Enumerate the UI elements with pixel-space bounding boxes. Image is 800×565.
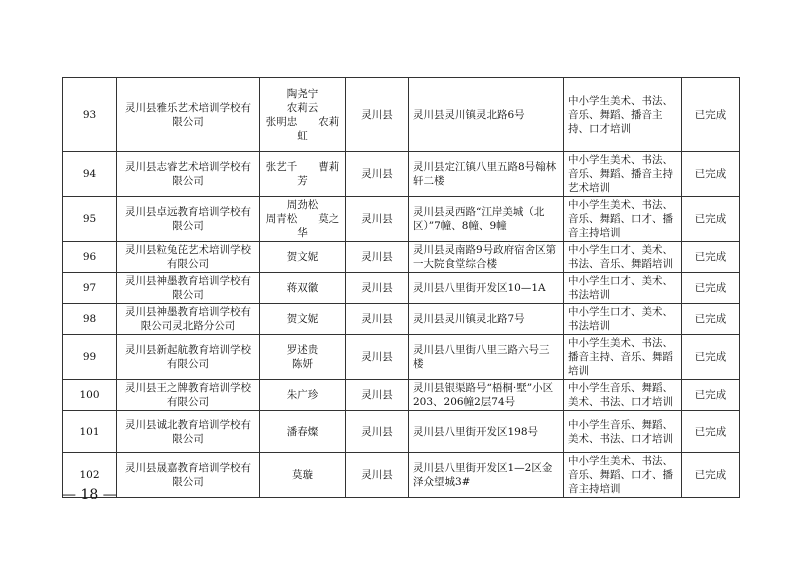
training-scope-cell: 中小学生口才、美术、书法培训 [564, 304, 682, 335]
table-row [63, 304, 740, 335]
row-number-cell: 96 [63, 242, 117, 273]
status-cell: 已完成 [682, 273, 740, 304]
training-scope-cell: 中小学生口才、美术、书法培训 [564, 273, 682, 304]
county-cell: 灵川县 [346, 335, 409, 380]
county-cell: 灵川县 [346, 197, 409, 242]
address-cell: 灵川县灵川镇灵北路6号 [409, 78, 564, 152]
county-cell: 灵川县 [346, 242, 409, 273]
status-cell: 已完成 [682, 453, 740, 498]
contact-persons-cell: 蒋双徽 [260, 273, 346, 304]
school-name-cell: 灵川县晟嘉教育培训学校有限公司 [117, 453, 260, 498]
row-number-cell: 100 [63, 380, 117, 411]
school-name-cell: 灵川县神墨教育培训学校有限公司 [117, 273, 260, 304]
school-name-cell: 灵川县卓远教育培训学校有限公司 [117, 197, 260, 242]
county-cell: 灵川县 [346, 304, 409, 335]
address-cell: 灵川县灵川镇灵北路7号 [409, 304, 564, 335]
training-scope-cell: 中小学生美术、书法、播音主持、音乐、舞蹈培训 [564, 335, 682, 380]
row-number-cell: 97 [63, 273, 117, 304]
table-row [63, 453, 740, 498]
school-name-cell: 灵川县神墨教育培训学校有限公司灵北路分公司 [117, 304, 260, 335]
status-cell: 已完成 [682, 152, 740, 197]
status-cell: 已完成 [682, 242, 740, 273]
school-name-cell: 灵川县志睿艺术培训学校有限公司 [117, 152, 260, 197]
county-cell: 灵川县 [346, 453, 409, 498]
training-scope-cell: 中小学生音乐、舞蹈、美术、书法、口才培训 [564, 380, 682, 411]
county-cell: 灵川县 [346, 152, 409, 197]
table-row [63, 335, 740, 380]
address-cell: 灵川县八里街开发区198号 [409, 411, 564, 453]
county-cell: 灵川县 [346, 273, 409, 304]
table-row [63, 242, 740, 273]
address-cell: 灵川县灵南路9号政府宿舍区第一大院食堂综合楼 [409, 242, 564, 273]
training-scope-cell: 中小学生美术、书法、音乐、舞蹈、口才、播音主持培训 [564, 197, 682, 242]
contact-persons-cell: 贺文妮 [260, 304, 346, 335]
training-scope-cell: 中小学生美术、书法、音乐、舞蹈、播音主持艺术培训 [564, 152, 682, 197]
contact-persons-cell: 贺文妮 [260, 242, 346, 273]
address-cell: 灵川县灵西路“江岸美城（北区）”7幢、8幢、9幢 [409, 197, 564, 242]
row-number-cell: 93 [63, 78, 117, 152]
contact-persons-cell: 陶尧宁 农莉云 张明忠 农莉虹 [260, 78, 346, 152]
training-scope-cell: 中小学生美术、书法、音乐、舞蹈、口才、播音主持培训 [564, 453, 682, 498]
status-cell: 已完成 [682, 335, 740, 380]
table-row [63, 273, 740, 304]
row-number-cell: 102 [63, 453, 117, 498]
contact-persons-cell: 潘春燦 [260, 411, 346, 453]
table-row [63, 152, 740, 197]
school-name-cell: 灵川县雅乐艺术培训学校有限公司 [117, 78, 260, 152]
address-cell: 灵川县八里街八里三路六号三楼 [409, 335, 564, 380]
page-number: — 18 — [62, 487, 117, 503]
training-scope-cell: 中小学生美术、书法、音乐、舞蹈、播音主持、口才培训 [564, 78, 682, 152]
status-cell: 已完成 [682, 411, 740, 453]
contact-persons-cell: 张艺千 曹莉芳 [260, 152, 346, 197]
address-cell: 灵川县八里街开发区10—1A [409, 273, 564, 304]
address-cell: 灵川县八里街开发区1—2区金泽众望城3# [409, 453, 564, 498]
county-cell: 灵川县 [346, 411, 409, 453]
row-number-cell: 95 [63, 197, 117, 242]
training-scope-cell: 中小学生音乐、舞蹈、美术、书法、口才培训 [564, 411, 682, 453]
contact-persons-cell: 莫璇 [260, 453, 346, 498]
county-cell: 灵川县 [346, 78, 409, 152]
table-row [63, 380, 740, 411]
registry-table [62, 77, 740, 498]
table-row [63, 411, 740, 453]
status-cell: 已完成 [682, 197, 740, 242]
contact-persons-cell: 罗述贵 陈妍 [260, 335, 346, 380]
row-number-cell: 101 [63, 411, 117, 453]
status-cell: 已完成 [682, 380, 740, 411]
table-row [63, 78, 740, 152]
table-row [63, 197, 740, 242]
county-cell: 灵川县 [346, 380, 409, 411]
school-name-cell: 灵川县新起航教育培训学校有限公司 [117, 335, 260, 380]
school-name-cell: 灵川县粒兔芘艺术培训学校有限公司 [117, 242, 260, 273]
school-name-cell: 灵川县王之牌教育培训学校有限公司 [117, 380, 260, 411]
row-number-cell: 98 [63, 304, 117, 335]
status-cell: 已完成 [682, 78, 740, 152]
row-number-cell: 99 [63, 335, 117, 380]
address-cell: 灵川县定江镇八里五路8号翰林轩二楼 [409, 152, 564, 197]
contact-persons-cell: 朱广珍 [260, 380, 346, 411]
contact-persons-cell: 周劲松 周青松 莫之华 [260, 197, 346, 242]
row-number-cell: 94 [63, 152, 117, 197]
address-cell: 灵川县银渠路号“梧桐·墅”小区203、206幢2层74号 [409, 380, 564, 411]
status-cell: 已完成 [682, 304, 740, 335]
school-name-cell: 灵川县诚北教育培训学校有限公司 [117, 411, 260, 453]
training-scope-cell: 中小学生口才、美术、书法、音乐、舞蹈培训 [564, 242, 682, 273]
